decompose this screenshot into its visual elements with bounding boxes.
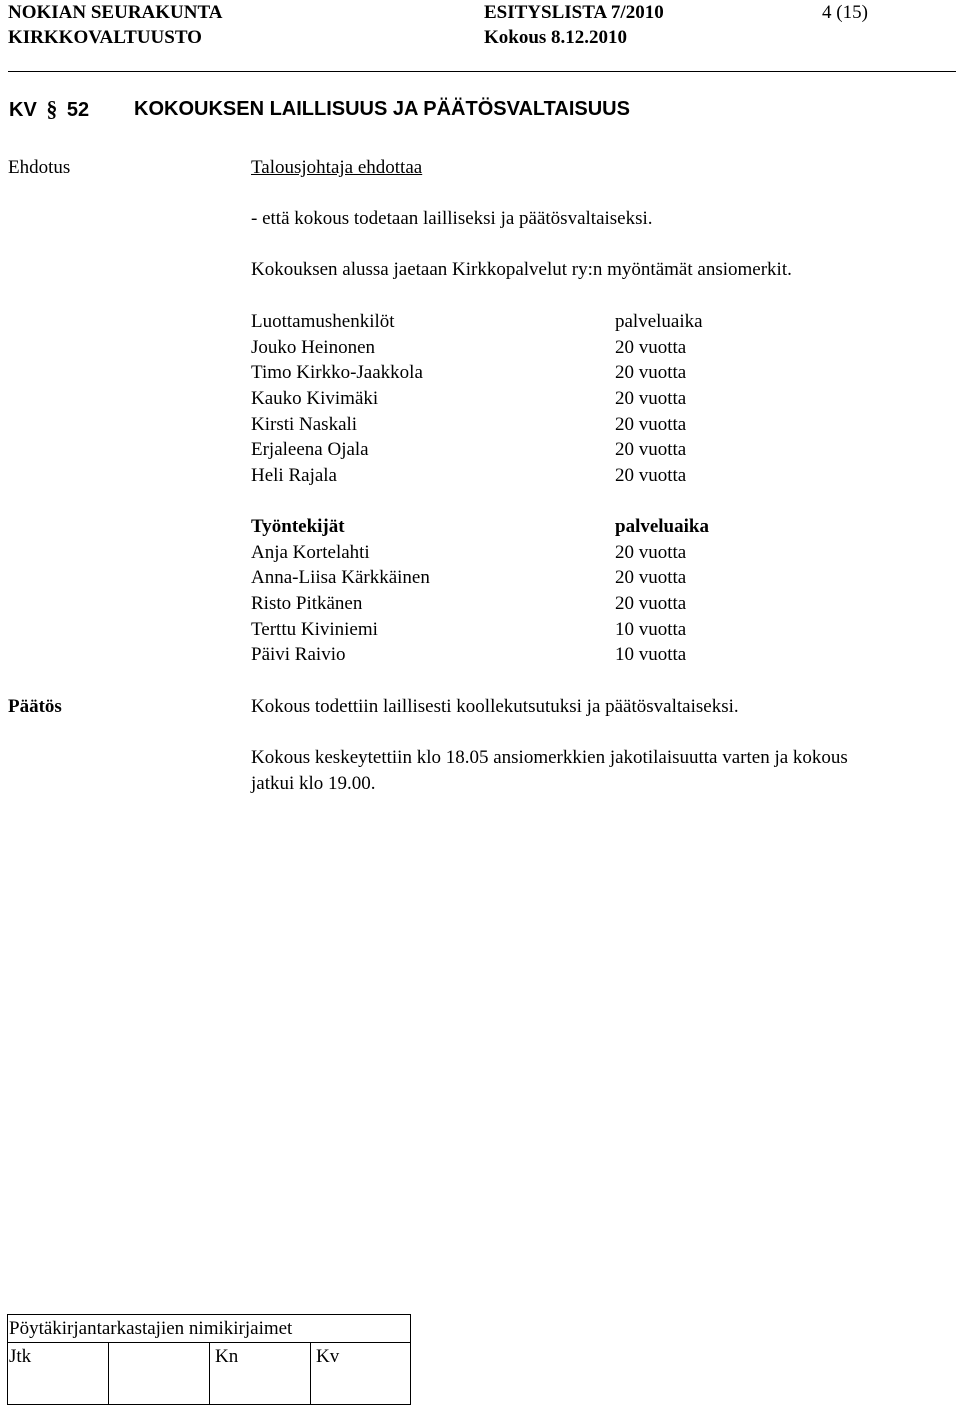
employee-service-time: 10 vuotta [615, 644, 687, 665]
trustee-service-time: 20 vuotta [615, 362, 687, 383]
signature-table-header [8, 1315, 410, 1343]
employee-service-time: 10 vuotta [615, 619, 687, 640]
employee-name: Risto Pitkänen [251, 593, 363, 614]
header-org: NOKIAN SEURAKUNTA [8, 2, 223, 23]
signature-cell-label: Kn [215, 1346, 239, 1367]
header-meeting-date: Kokous 8.12.2010 [484, 27, 628, 48]
proposal-proposer: Talousjohtaja ehdottaa [251, 157, 423, 178]
trustee-name: Kirsti Naskali [251, 414, 358, 435]
employees-heading: Työntekijät [251, 516, 345, 537]
employee-service-time: 20 vuotta [615, 593, 687, 614]
header-body: KIRKKOVALTUUSTO [8, 27, 202, 48]
employee-name: Anja Kortelahti [251, 542, 370, 563]
decision-text-3: jatkui klo 19.00. [251, 773, 376, 794]
signature-cell-label: Jtk [9, 1346, 32, 1367]
trustee-name: Kauko Kivimäki [251, 388, 379, 409]
trustee-name: Erjaleena Ojala [251, 439, 369, 460]
trustee-service-time: 20 vuotta [615, 465, 687, 486]
trustee-name: Heli Rajala [251, 465, 337, 486]
employee-service-time: 20 vuotta [615, 567, 687, 588]
employee-name: Terttu Kiviniemi [251, 619, 378, 640]
employees-time-heading: palveluaika [615, 516, 709, 537]
proposal-text-2: Kokouksen alussa jaetaan Kirkkopalvelut ry:n myöntämät ansiomerkit. [251, 259, 792, 280]
signature-table [7, 1314, 411, 1405]
trustee-service-time: 20 vuotta [615, 337, 687, 358]
proposal-label: Ehdotus [8, 157, 71, 178]
decision-label: Päätös [8, 696, 62, 717]
section-number-value: 52 [66, 99, 90, 121]
trustees-heading: Luottamushenkilöt [251, 311, 395, 332]
signature-cell-blank[interactable] [109, 1343, 210, 1404]
trustees-time-heading: palveluaika [615, 311, 703, 332]
employee-name: Päivi Raivio [251, 644, 346, 665]
section-number [9, 97, 89, 122]
signature-cell-jtk[interactable] [8, 1343, 109, 1404]
signature-cell-label: Kv [316, 1346, 340, 1367]
decision-text-1: Kokous todettiin laillisesti koollekutsutuksi ja päätösvaltaiseksi. [251, 696, 739, 717]
trustee-name: Jouko Heinonen [251, 337, 376, 358]
header-agenda: ESITYSLISTA 7/2010 [484, 2, 664, 23]
signature-cell-kv[interactable] [311, 1343, 410, 1404]
section-kv-label: KV [9, 99, 37, 121]
decision-text-2: Kokous keskeytettiin klo 18.05 ansiomerkkien jakotilaisuutta varten ja kokous [251, 747, 848, 768]
section-title: KOKOUKSEN LAILLISUUS JA PÄÄTÖSVALTAISUUS [134, 98, 630, 120]
header-divider [8, 71, 956, 72]
proposal-text-1: - että kokous todetaan lailliseksi ja päätösvaltaiseksi. [251, 208, 653, 229]
signature-cell-kn[interactable] [210, 1343, 311, 1404]
employee-service-time: 20 vuotta [615, 542, 687, 563]
employee-name: Anna-Liisa Kärkkäinen [251, 567, 430, 588]
header-page-number: 4 (15) [822, 2, 868, 23]
trustee-service-time: 20 vuotta [615, 388, 687, 409]
signature-title: Pöytäkirjantarkastajien nimikirjaimet [9, 1318, 293, 1339]
trustee-service-time: 20 vuotta [615, 414, 687, 435]
section-paragraph-sign: § [46, 96, 58, 121]
trustee-name: Timo Kirkko-Jaakkola [251, 362, 423, 383]
trustee-service-time: 20 vuotta [615, 439, 687, 460]
